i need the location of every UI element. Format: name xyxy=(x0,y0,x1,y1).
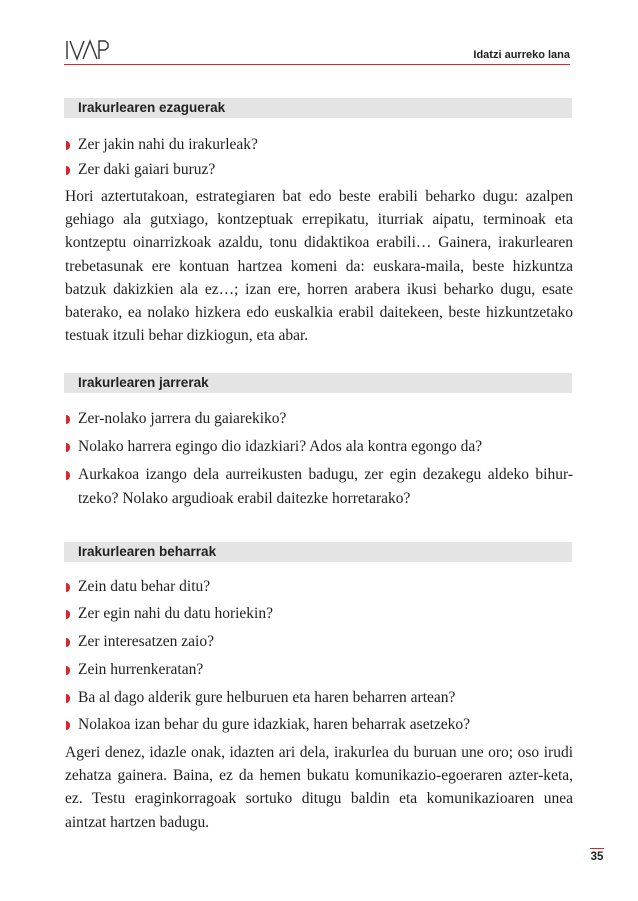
list-item: Zein hurrenkeratan? xyxy=(65,658,573,682)
body-paragraph: Hori aztertutakoan, estrategiaren bat edo beste erabili beharko dugu: azalpen gehiago ala gutxiago, kontzeptuak errepikatu, iturriak aipatu, terminoak eta kontzeptu oinarrizkoak azaldu, tonu didaktikoa erabili… Gainera, irakurlearen trebetasunak ere kontuan hartzea komeni da: euskara-maila, beste hizkuntza batzuk dakizkien ala ez…; izan ere, horren arabera ikusi beharko dugu, esate baterako, ea nolako hizkera edo euskalkia erabil daitekeen, beste hizkuntzetako testuak itzuli behar dizkiogun, eta abar. xyxy=(65,188,573,345)
section-heading-text: Irakurlearen jarrerak xyxy=(78,375,209,390)
list-item: Zer interesatzen zaio? xyxy=(65,630,573,654)
list-item: Nolakoa izan behar du gure idazkiak, haren beharrak asetzeko? xyxy=(65,713,573,737)
list-item: Ba al dago alderik gure helburuen eta haren beharren artean? xyxy=(65,686,573,710)
section-heading-ezaguerak xyxy=(64,98,572,118)
list-item: Zer jakin nahi du irakurleak? xyxy=(65,133,573,157)
list-item: Zein datu behar ditu? xyxy=(65,575,573,599)
list-item: Zer egin nahi du datu horiekin? xyxy=(65,602,573,626)
ivap-logo xyxy=(66,38,112,62)
section-heading-text: Irakurlearen beharrak xyxy=(78,544,217,559)
header-rule xyxy=(64,64,570,65)
section-heading-beharrak xyxy=(64,542,572,562)
list-item: Aurkakoa izango dela aurreikusten badugu, zer egin dezakegu aldeko bihur-tzeko? Nolako argudioak erabil daitezke horretarako? xyxy=(65,463,573,511)
list-item: Zer daki gaiari buruz? xyxy=(65,158,573,182)
list-item: Zer-nolako jarrera du gaiarekiko? xyxy=(65,407,573,431)
section-heading-text: Irakurlearen ezaguerak xyxy=(78,100,226,115)
body-paragraph: Ageri denez, idazle onak, idazten ari dela, irakurlea du buruan une oro; oso irudi zehatza gainera. Baina, ez da hemen bukatu komunikazio-egoeraren azter-keta, ez. Testu eraginkorragoak sortuko ditugu baldin eta komunikazioaren unea aintzat hartzen badugu. xyxy=(65,744,573,831)
header-title: Idatzi aurreko lana xyxy=(473,49,570,61)
list-item: Nolako harrera egingo dio idazkiari? Ados ala kontra egongo da? xyxy=(65,435,573,459)
section-heading-jarrerak xyxy=(64,373,572,393)
page-number-rule xyxy=(590,848,604,849)
page-number: 35 xyxy=(590,851,604,863)
